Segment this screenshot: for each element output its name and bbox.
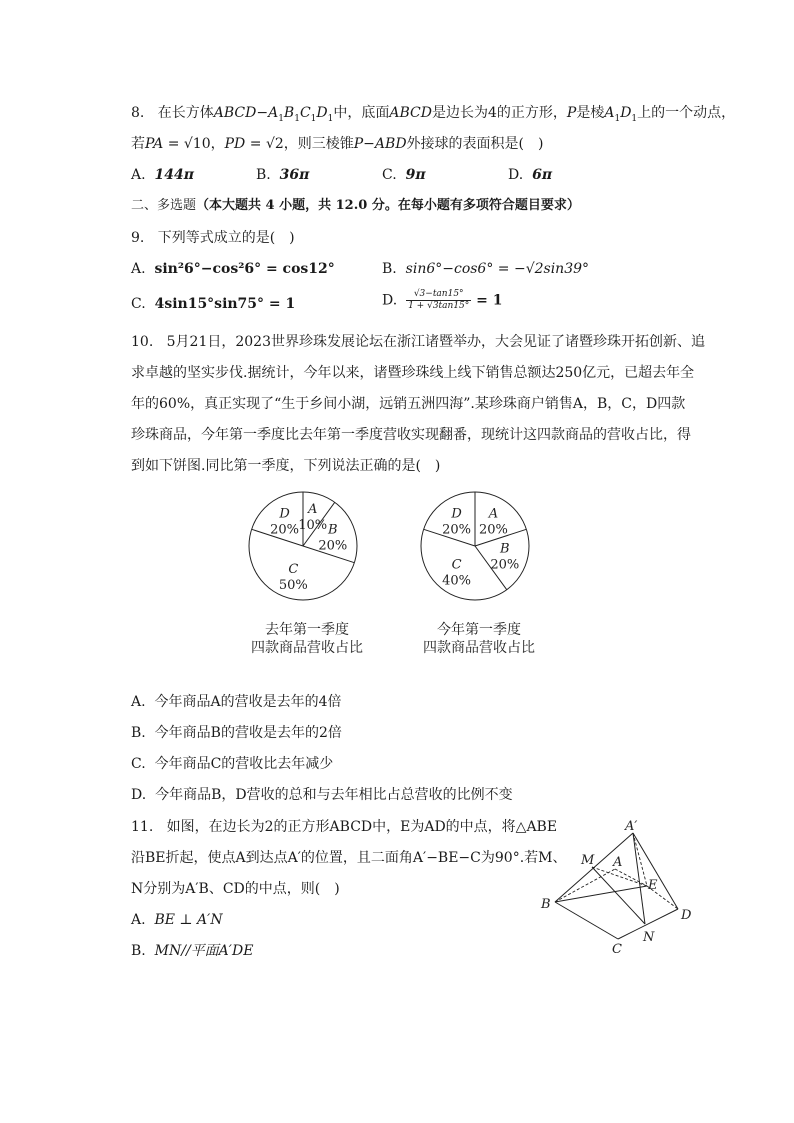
pie-slice-name-D: D [451, 506, 462, 522]
q11-number: 11. [131, 819, 154, 835]
q10-option-d: D. 今年商品B，D营收的总和与去年相比占总营收的比例不变 [131, 787, 513, 803]
pie-slice-label-B: 20% [318, 538, 348, 554]
q11-option-a: A. BE ⊥ A′N [131, 912, 223, 928]
edge-ap-d [633, 833, 678, 909]
q8-number: 8. [131, 105, 145, 121]
q8-option-c: C. 9π [382, 167, 426, 183]
pie-slice-name-C: C [451, 557, 462, 573]
pie-slice-label-D: 20% [442, 522, 472, 538]
pie-charts [0, 476, 794, 676]
q9-d-fraction: $\frac{√3-\tan 15^\circ}{1 + √3\tan 15^\circ}$ [408, 289, 470, 311]
q10-option-b: B. 今年商品B的营收是去年的2倍 [131, 725, 342, 741]
pie-slice-name-B: B [328, 522, 338, 538]
q11-option-b: B. MN//平面A′DE [131, 943, 254, 959]
label-n: N [643, 930, 655, 945]
pie-1 [421, 492, 535, 656]
pie-slice-name-D: D [279, 506, 290, 522]
label-e: E [648, 878, 658, 893]
pyramid-figure [535, 818, 735, 958]
q8-option-d: D. 6π [508, 167, 553, 183]
q9-option-a: A. sin²6°−cos²6° = cos12° [131, 261, 335, 277]
label-d: D [681, 908, 692, 923]
q10-option-a: A. 今年商品A的营收是去年的4倍 [131, 694, 342, 710]
q10-number: 10. [131, 334, 154, 350]
pie-title: 今年第一季度 [437, 622, 521, 638]
pie-slice-label-A: 20% [478, 522, 508, 538]
pie-subtitle: 四款商品营收占比 [423, 640, 535, 656]
q10-line2: 求卓越的坚实步伐.据统计，今年以来，诸暨珍珠线上线下销售总额达250亿元，已超去年全 [131, 365, 695, 381]
q10-line3: 年的60%，真正实现了“生于乡间小湖，远销五洲四海”.某珍珠商户销售A，B，C，D四款 [131, 396, 686, 412]
section-header: 二、多选题（本大题共 4 小题，共 12.0 分。在每小题有多项符合题目要求） [131, 198, 580, 213]
q8-option-a: A. 144π [131, 167, 194, 183]
edge-m-n [592, 867, 645, 924]
label-c: C [612, 942, 622, 957]
q10-line1: 10. 5月21日，2023世界珍珠发展论坛在浙江诸暨举办，大会见证了诸暨珍珠开拓创新、追 [131, 334, 705, 350]
edge-a-e [615, 869, 647, 886]
pie-slice-label-D: 20% [270, 522, 300, 538]
q8-line1: 8. 在长方体$ABCD-A_1B_1C_1D_1$中，底面ABCD是边长为4的正方形，P是棱$A_1D_1$上的一个动点， [131, 105, 736, 124]
q8-option-b: B. 36π [256, 167, 310, 183]
pie-slice-label-C: 40% [442, 573, 472, 589]
q11-line1: 11. 如图，在边长为2的正方形ABCD中，E为AD的中点，将△ABE [131, 819, 558, 835]
q11-line3: N分别为A′B、CD的中点，则( ) [131, 881, 340, 897]
label-m: M [581, 853, 595, 868]
pie-slice-label-A: 10% [298, 518, 328, 534]
q8-line2: 若PA = √10，PD = √2，则三棱锥P−ABD外接球的表面积是( ) [131, 136, 544, 152]
pie-subtitle: 四款商品营收占比 [251, 640, 363, 656]
pie-0 [249, 492, 363, 656]
q9-number: 9. [131, 230, 145, 246]
q9-option-b: B. sin6°−cos6° = −√2sin39° [382, 261, 590, 277]
label-b: B [541, 897, 551, 912]
edge-b-c [555, 902, 618, 939]
label-ap: A′ [625, 819, 638, 834]
q10-line5: 到如下饼图.同比第一季度，下列说法正确的是( ) [131, 458, 441, 474]
q9-option-c: C. 4sin15°sin75° = 1 [131, 296, 296, 312]
q11-line2: 沿BE折起，使点A到达点A′的位置，且二面角A′−BE−C为90°.若M、 [131, 850, 567, 866]
pie-slice-name-A: A [488, 506, 499, 522]
q9-option-d: D. $\frac{√3-\tan 15^\circ}{1 + √3\tan 15^\circ}$ = 1 [382, 289, 503, 311]
q10-line4: 珍珠商品，今年第一季度比去年第一季度营收实现翻番，现统计这四款商品的营收占比，得 [131, 427, 691, 443]
pie-slice-name-B: B [500, 541, 510, 557]
edge-ap-n [633, 833, 645, 924]
pie-slice-name-C: C [288, 561, 299, 577]
pie-slice-label-C: 50% [278, 577, 308, 593]
pie-slice-name-A: A [307, 502, 318, 518]
label-a: A [613, 855, 623, 870]
edge-ap-e [633, 833, 647, 886]
pie-title: 去年第一季度 [265, 622, 349, 638]
pie-slice-label-B: 20% [490, 557, 520, 573]
q10-option-c: C. 今年商品C的营收比去年减少 [131, 756, 334, 772]
q9-stem: 9. 下列等式成立的是( ) [131, 230, 295, 246]
